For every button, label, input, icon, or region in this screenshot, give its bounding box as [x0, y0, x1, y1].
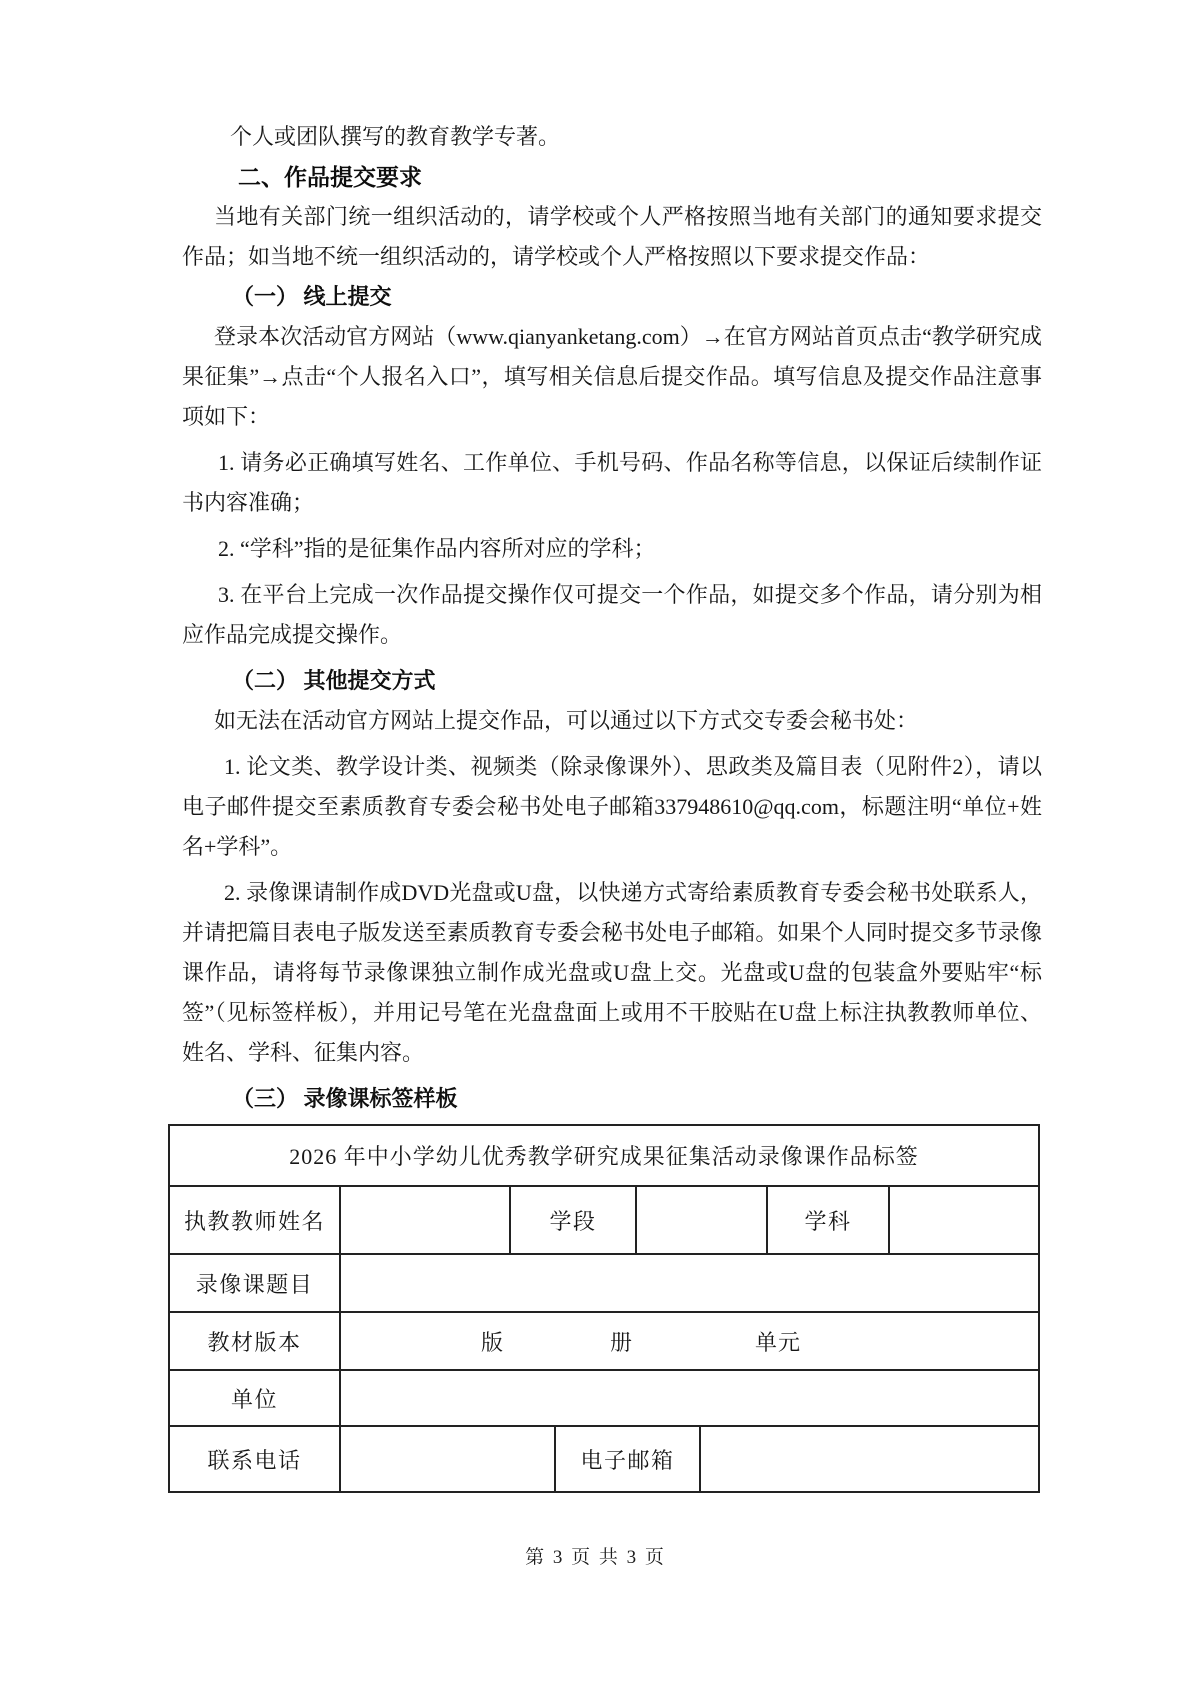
document-body [182, 117, 1042, 1493]
section-heading-submission-requirements: 二、作品提交要求 [238, 164, 422, 190]
paragraph-continuation: 个人或团队撰写的教育教学专著。 [230, 124, 561, 149]
stage-label: 学段 [509, 1187, 635, 1253]
phone-value-cell [339, 1427, 554, 1491]
video-label-table [168, 1124, 1040, 1493]
paragraph-online-submission: 登录本次活动官方网站（www.qianyanketang.com）→在官方网站首页点击“教学研究成果征集”→点击“个人报名入口”，填写相关信息后提交作品。填写信息及提交作品注意事项如下： [182, 324, 1042, 429]
subject-value-cell [888, 1187, 1038, 1253]
table-row-organization [170, 1369, 1038, 1425]
page-footer: 第 3 页 共 3 页 [525, 1547, 666, 1568]
textbook-version-label: 教材版本 [207, 1329, 302, 1355]
volume-label: 册 [610, 1329, 634, 1355]
phone-label: 联系电话 [207, 1447, 302, 1473]
stage-value-cell [635, 1187, 766, 1253]
subsection-heading-label-template: （三） 录像课标签样板 [232, 1086, 458, 1111]
subject-label: 学科 [766, 1187, 888, 1253]
email-value-cell [699, 1427, 1038, 1491]
video-title-value-cell [339, 1255, 1038, 1311]
paragraph-other-submission-intro: 如无法在活动官方网站上提交作品，可以通过以下方式交专委会秘书处： [214, 708, 919, 733]
teacher-name-value-cell [339, 1187, 509, 1253]
subsection-heading-online-submission: （一） 线上提交 [232, 284, 392, 309]
list-item-other-1: 1. 论文类、教学设计类、视频类（除录像课外）、思政类及篇目表（见附件2），请以电子邮件提交至素质教育专委会秘书处电子邮箱337948610@qq.com，标题注明“单位+姓名+学科”。 [182, 754, 1042, 859]
unit-label: 单元 [755, 1329, 802, 1355]
table-row-title [170, 1126, 1038, 1185]
organization-label: 单位 [230, 1386, 278, 1412]
subsection-heading-other-submission: （二） 其他提交方式 [232, 668, 436, 693]
email-label: 电子邮箱 [554, 1427, 699, 1491]
table-row-textbook [170, 1311, 1038, 1369]
teacher-name-label: 执教教师姓名 [183, 1208, 325, 1234]
paragraph-local-organization: 当地有关部门统一组织活动的，请学校或个人严格按照当地有关部门的通知要求提交作品；如当地不统一组织活动的，请学校或个人严格按照以下要求提交作品： [182, 204, 1042, 269]
organization-value-cell [339, 1371, 1038, 1425]
edition-label: 版 [481, 1329, 505, 1355]
list-item-1: 1. 请务必正确填写姓名、工作单位、手机号码、作品名称等信息，以保证后续制作证书内容准确； [182, 450, 1042, 515]
table-row-teacher [170, 1185, 1038, 1253]
textbook-version-value-cell [339, 1313, 1038, 1369]
list-item-2: 2. “学科”指的是征集作品内容所对应的学科； [218, 536, 656, 561]
list-item-3: 3. 在平台上完成一次作品提交操作仅可提交一个作品，如提交多个作品，请分别为相应作品完成提交操作。 [182, 582, 1042, 647]
video-title-label: 录像课题目 [195, 1271, 314, 1297]
table-row-contact [170, 1425, 1038, 1491]
table-title: 2026 年中小学幼儿优秀教学研究成果征集活动录像课作品标签 [289, 1144, 919, 1169]
table-row-video-title [170, 1253, 1038, 1311]
list-item-other-2: 2. 录像课请制作成DVD光盘或U盘，以快递方式寄给素质教育专委会秘书处联系人，并请把篇目表电子版发送至素质教育专委会秘书处电子邮箱。如果个人同时提交多节录像课作品，请将每节录像课独立制作成光盘或U盘上交。光盘或U盘的包装盒外要贴牢“标签”（见标签样板），并用记号笔在光盘盘面上或用不干胶贴在U盘上标注执教教师单位、姓名、学科、征集内容。 [182, 880, 1042, 1065]
